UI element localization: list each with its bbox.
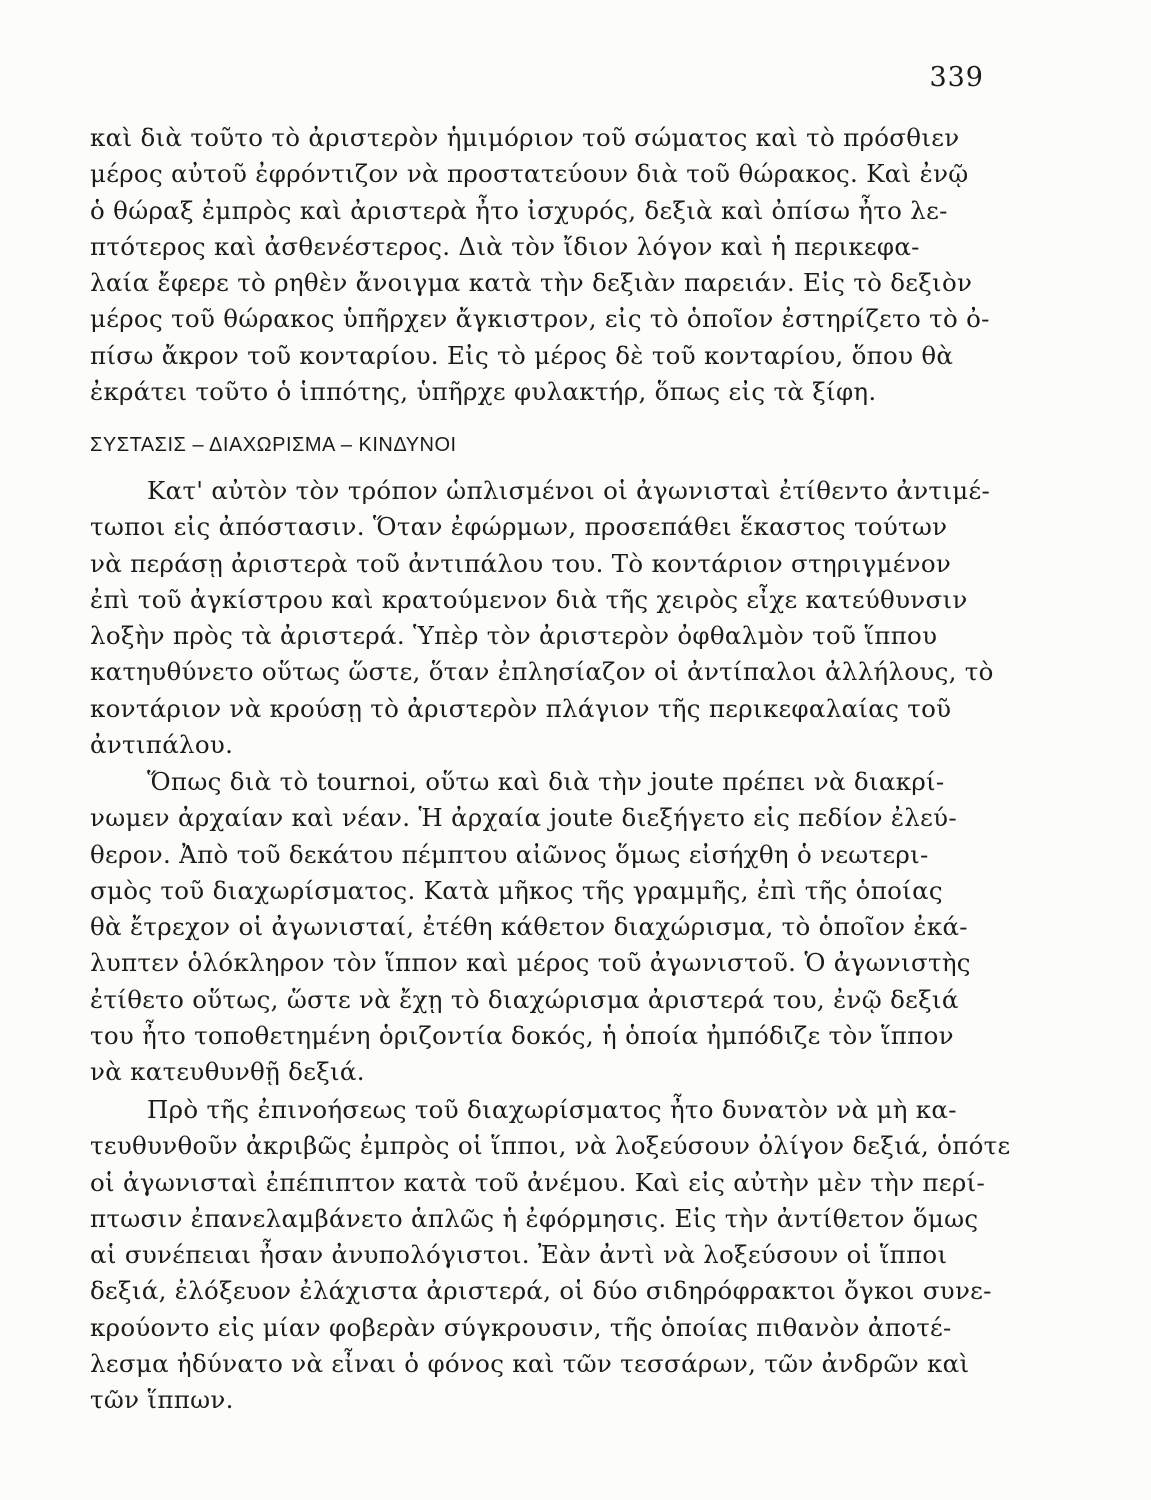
text-line: τῶν ἵππων.	[90, 1385, 234, 1415]
paragraph-2	[90, 473, 994, 763]
text-line: ὁ θώραξ ἐμπρὸς καὶ ἀριστερὰ ἦτο ἰσχυρός, δεξιὰ καὶ ὀπίσω ἦτο λε-	[90, 195, 948, 225]
text-line: λεσμα ἠδύνατο νὰ εἶναι ὁ φόνος καὶ τῶν τεσσάρων, τῶν ἀνδρῶν καὶ	[90, 1349, 970, 1379]
text-line: θερον. Ἀπὸ τοῦ δεκάτου πέμπτου αἰῶνος ὅμως εἰσήχθη ὁ νεωτερι-	[90, 839, 929, 869]
text-line: τευθυνθοῦν ἀκριβῶς ἐμπρὸς οἱ ἵπποι, νὰ λοξεύσουν ὀλίγον δεξιά, ὁπότε	[90, 1131, 1011, 1161]
text-line: κατηυθύνετο οὕτως ὥστε, ὅταν ἐπλησίαζον οἱ ἀντίπαλοι ἀλλήλους, τὸ	[90, 657, 994, 687]
text-line: πτωσιν ἐπανελαμβάνετο ἁπλῶς ἡ ἐφόρμησις. Εἰς τὴν ἀντίθετον ὅμως	[90, 1203, 979, 1233]
text-line: κοντάριον νὰ κρούσῃ τὸ ἀριστερὸν πλάγιον τῆς περικεφαλαίας τοῦ	[90, 693, 952, 723]
text-line: κρούοντο εἰς μίαν φοβερὰν σύγκρουσιν, τῆς ὁποίας πιθανὸν ἀποτέ-	[90, 1312, 952, 1342]
text-line: πτότερος καὶ ἀσθενέστερος. Διὰ τὸν ἴδιον λόγον καὶ ἡ περικεφα-	[90, 231, 920, 261]
text-line: μέρος τοῦ θώρακος ὑπῆρχεν ἄγκιστρον, εἰς τὸ ὁποῖον ἐστηρίζετο τὸ ὀ-	[90, 304, 990, 334]
text-line: λοξὴν πρὸς τὰ ἀριστερά. Ὑπὲρ τὸν ἀριστερὸν ὀφθαλμὸν τοῦ ἵππου	[90, 621, 938, 651]
text-line: νὰ κατευθυνθῇ δεξιά.	[90, 1057, 365, 1087]
text-line: καὶ διὰ τοῦτο τὸ ἀριστερὸν ἡμιμόριον τοῦ σώματος καὶ τὸ πρόσθιεν	[90, 123, 960, 152]
text-line: Κατ' αὐτὸν τὸν τρόπον ὡπλισμένοι οἱ ἀγωνισταὶ ἐτίθεντο ἀντιμέ-	[147, 476, 991, 505]
text-line: ἀντιπάλου.	[90, 730, 234, 760]
page-number: 339	[929, 62, 984, 93]
section-heading: ΣΥΣΤΑΣΙΣ – ΔΙΑΧΩΡΙΣΜΑ – ΚΙΝΔΥΝΟΙ	[90, 434, 457, 456]
paragraph-1	[90, 120, 990, 410]
text-line: σμὸς τοῦ διαχωρίσματος. Κατὰ μῆκος τῆς γραμμῆς, ἐπὶ τῆς ὁποίας	[90, 875, 943, 905]
text-line: λαία ἔφερε τὸ ρηθὲν ἄνοιγμα κατὰ τὴν δεξιὰν παρειάν. Εἰς τὸ δεξιὸν	[90, 268, 973, 298]
text-line: μέρος αὐτοῦ ἐφρόντιζον νὰ προστατεύουν διὰ τοῦ θώρακος. Καὶ ἐνῷ	[90, 159, 969, 189]
text-line: του ἦτο τοποθετημένη ὁριζοντία δοκός, ἡ ὁποία ἠμπόδιζε τὸν ἵππον	[90, 1021, 954, 1051]
text-line: τωποι εἰς ἀπόστασιν. Ὅταν ἐφώρμων, προσεπάθει ἕκαστος τούτων	[90, 512, 948, 542]
text-line: λυπτεν ὁλόκληρον τὸν ἵππον καὶ μέρος τοῦ ἀγωνιστοῦ. Ὁ ἀγωνιστὴς	[90, 948, 971, 978]
text-line: Ὅπως διὰ τὸ tournoi, οὕτω καὶ διὰ τὴν joute πρέπει νὰ διακρί-	[147, 767, 945, 796]
text-line: δεξιά, ἐλόξευον ἐλάχιστα ἀριστερά, οἱ δύο σιδηρόφρακτοι ὄγκοι συνε-	[90, 1276, 992, 1306]
text-line: ἐπὶ τοῦ ἀγκίστρου καὶ κρατούμενον διὰ τῆς χειρὸς εἶχε κατεύθυνσιν	[90, 584, 968, 614]
paragraph-4	[90, 1092, 1011, 1419]
text-line: πίσω ἄκρον τοῦ κονταρίου. Εἰς τὸ μέρος δὲ τοῦ κονταρίου, ὅπου θὰ	[90, 340, 954, 370]
text-line: αἱ συνέπειαι ἦσαν ἀνυπολόγιστοι. Ἐὰν ἀντὶ νὰ λοξεύσουν οἱ ἵπποι	[90, 1240, 948, 1270]
paragraph-3	[90, 764, 990, 1091]
text-line: οἱ ἀγωνισταὶ ἐπέπιπτον κατὰ τοῦ ἀνέμου. Καὶ εἰς αὐτὴν μὲν τὴν περί-	[90, 1167, 986, 1197]
text-line: νὰ περάσῃ ἀριστερὰ τοῦ ἀντιπάλου του. Τὸ κοντάριον στηριγμένον	[90, 548, 952, 578]
text-line: θὰ ἔτρεχον οἱ ἀγωνισταί, ἐτέθη κάθετον διαχώρισμα, τὸ ὁποῖον ἐκά-	[90, 912, 968, 942]
text-line: ἐτίθετο οὕτως, ὥστε νὰ ἔχῃ τὸ διαχώρισμα ἀριστερά του, ἐνῷ δεξιά	[90, 984, 959, 1014]
text-line: Πρὸ τῆς ἐπινοήσεως τοῦ διαχωρίσματος ἦτο δυνατὸν νὰ μὴ κα-	[147, 1095, 957, 1124]
text-line: ἐκράτει τοῦτο ὁ ἱππότης, ὑπῆρχε φυλακτήρ, ὅπως εἰς τὰ ξίφη.	[90, 377, 877, 407]
text-line: νωμεν ἀρχαίαν καὶ νέαν. Ἡ ἀρχαία joute διεξήγετο εἰς πεδίον ἐλεύ-	[90, 803, 957, 833]
